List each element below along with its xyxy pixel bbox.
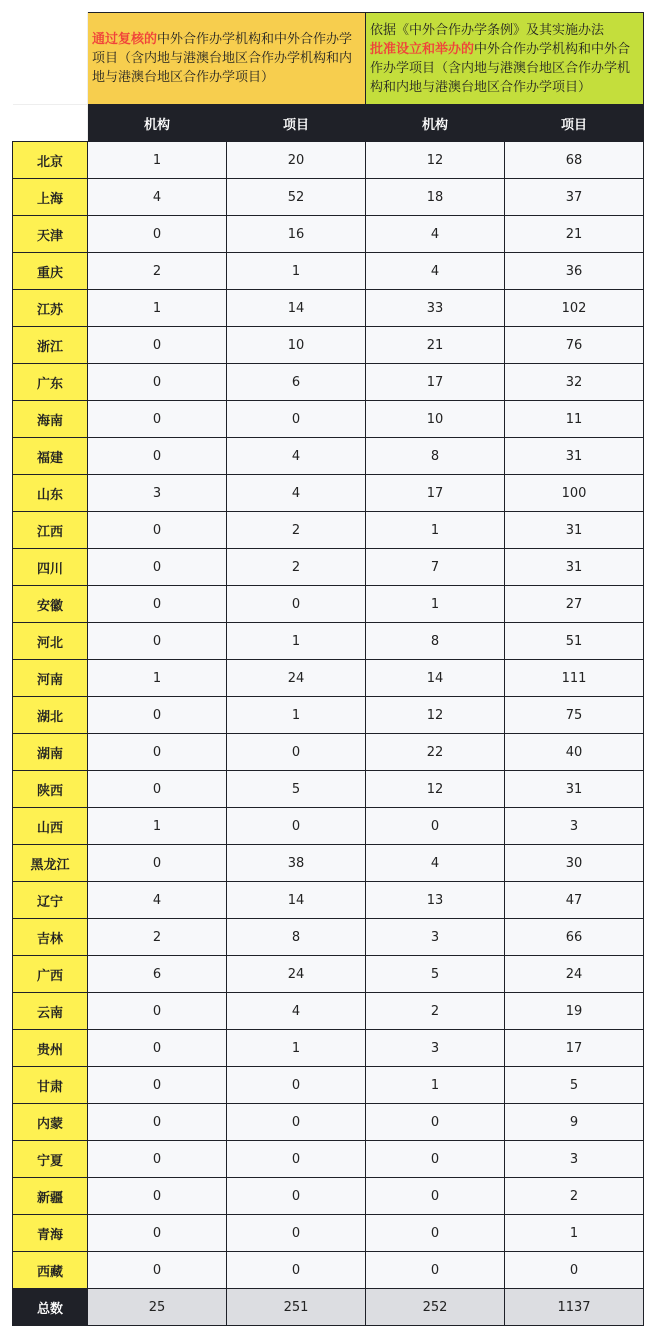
province-name: 山东	[13, 475, 88, 512]
reviewed-institutions: 25	[88, 1289, 227, 1326]
province-name: 四川	[13, 549, 88, 586]
reviewed-projects: 14	[227, 882, 366, 919]
reviewed-institutions: 0	[88, 549, 227, 586]
header-prefix: 依据《中外合作办学条例》及其实施办法	[370, 22, 605, 38]
header-highlight: 通过复核的	[92, 32, 158, 47]
table-row	[13, 993, 644, 1030]
table-row	[13, 253, 644, 290]
reviewed-institutions: 0	[88, 438, 227, 475]
reviewed-projects: 0	[227, 586, 366, 623]
table-row	[13, 845, 644, 882]
approved-institutions: 3	[366, 919, 505, 956]
reviewed-institutions: 0	[88, 1141, 227, 1178]
approved-institutions: 3	[366, 1030, 505, 1067]
reviewed-projects: 1	[227, 623, 366, 660]
province-name: 辽宁	[13, 882, 88, 919]
reviewed-institutions: 0	[88, 1067, 227, 1104]
province-name: 陕西	[13, 771, 88, 808]
reviewed-institutions: 0	[88, 697, 227, 734]
approved-projects: 17	[505, 1030, 644, 1067]
table-row	[13, 290, 644, 327]
province-name: 宁夏	[13, 1141, 88, 1178]
table-row	[13, 771, 644, 808]
approved-projects: 31	[505, 549, 644, 586]
reviewed-institutions: 0	[88, 1104, 227, 1141]
cooperative-education-table	[12, 12, 644, 1326]
approved-institutions: 12	[366, 697, 505, 734]
approved-institutions: 21	[366, 327, 505, 364]
approved-institutions: 2	[366, 993, 505, 1030]
approved-projects: 75	[505, 697, 644, 734]
table-row	[13, 660, 644, 697]
table-row	[13, 882, 644, 919]
reviewed-projects: 24	[227, 660, 366, 697]
reviewed-institutions: 1	[88, 290, 227, 327]
table-row	[13, 1215, 644, 1252]
reviewed-projects: 1	[227, 253, 366, 290]
province-name: 山西	[13, 808, 88, 845]
approved-institutions: 17	[366, 475, 505, 512]
province-name: 广东	[13, 364, 88, 401]
reviewed-institutions: 0	[88, 586, 227, 623]
reviewed-institutions: 0	[88, 512, 227, 549]
approved-institutions: 33	[366, 290, 505, 327]
reviewed-institutions: 0	[88, 1252, 227, 1289]
reviewed-institutions: 0	[88, 623, 227, 660]
approved-projects: 3	[505, 808, 644, 845]
approved-institutions: 1	[366, 1067, 505, 1104]
reviewed-projects: 14	[227, 290, 366, 327]
province-name: 贵州	[13, 1030, 88, 1067]
approved-projects: 32	[505, 364, 644, 401]
approved-projects: 9	[505, 1104, 644, 1141]
reviewed-institutions: 0	[88, 1178, 227, 1215]
table-row	[13, 1178, 644, 1215]
table-row	[13, 1104, 644, 1141]
reviewed-projects: 0	[227, 1141, 366, 1178]
approved-institutions: 17	[366, 364, 505, 401]
reviewed-institutions: 0	[88, 327, 227, 364]
approved-institutions: 8	[366, 623, 505, 660]
reviewed-projects: 2	[227, 549, 366, 586]
province-name: 安徽	[13, 586, 88, 623]
approved-institutions: 18	[366, 179, 505, 216]
approved-projects: 68	[505, 142, 644, 179]
approved-projects: 11	[505, 401, 644, 438]
approved-projects: 100	[505, 475, 644, 512]
reviewed-projects: 1	[227, 697, 366, 734]
approved-institutions: 12	[366, 771, 505, 808]
subheader-institutions: 机构	[88, 105, 227, 142]
reviewed-projects: 24	[227, 956, 366, 993]
reviewed-institutions: 3	[88, 475, 227, 512]
approved-institutions: 0	[366, 1215, 505, 1252]
reviewed-projects: 0	[227, 1067, 366, 1104]
header-text: 中外合作办学机构和中外合作办学项目（含内地与港澳台地区合作办学机构和内地与港澳台地区合作办学项目）	[92, 32, 353, 85]
approved-projects: 76	[505, 327, 644, 364]
province-name: 内蒙	[13, 1104, 88, 1141]
reviewed-projects: 10	[227, 327, 366, 364]
approved-projects: 36	[505, 253, 644, 290]
table-row	[13, 734, 644, 771]
reviewed-institutions: 4	[88, 179, 227, 216]
approved-projects: 102	[505, 290, 644, 327]
table-row	[13, 808, 644, 845]
reviewed-projects: 0	[227, 1104, 366, 1141]
province-name: 黑龙江	[13, 845, 88, 882]
corner-cell	[13, 105, 88, 142]
table-row	[13, 586, 644, 623]
reviewed-institutions: 1	[88, 660, 227, 697]
province-name: 江西	[13, 512, 88, 549]
table-row	[13, 919, 644, 956]
table-row	[13, 1030, 644, 1067]
reviewed-projects: 4	[227, 993, 366, 1030]
corner-cell	[13, 13, 88, 105]
province-name: 重庆	[13, 253, 88, 290]
province-name: 上海	[13, 179, 88, 216]
province-name: 江苏	[13, 290, 88, 327]
approved-projects: 0	[505, 1252, 644, 1289]
approved-projects: 21	[505, 216, 644, 253]
reviewed-institutions: 0	[88, 771, 227, 808]
approved-institutions: 1	[366, 512, 505, 549]
approved-institutions: 12	[366, 142, 505, 179]
approved-projects: 31	[505, 438, 644, 475]
reviewed-institutions: 1	[88, 142, 227, 179]
reviewed-projects: 251	[227, 1289, 366, 1326]
reviewed-institutions: 0	[88, 364, 227, 401]
approved-projects: 37	[505, 179, 644, 216]
approved-institutions: 5	[366, 956, 505, 993]
reviewed-projects: 52	[227, 179, 366, 216]
reviewed-institutions: 0	[88, 401, 227, 438]
header-row	[13, 13, 644, 105]
province-name: 北京	[13, 142, 88, 179]
table-row	[13, 401, 644, 438]
reviewed-projects: 0	[227, 401, 366, 438]
subheader-row	[13, 105, 644, 142]
province-name: 河南	[13, 660, 88, 697]
reviewed-projects: 0	[227, 1215, 366, 1252]
reviewed-projects: 5	[227, 771, 366, 808]
approved-projects: 66	[505, 919, 644, 956]
approved-projects: 40	[505, 734, 644, 771]
reviewed-institutions: 0	[88, 1030, 227, 1067]
reviewed-projects: 0	[227, 1178, 366, 1215]
province-name: 河北	[13, 623, 88, 660]
province-name: 新疆	[13, 1178, 88, 1215]
province-name: 天津	[13, 216, 88, 253]
approved-institutions: 0	[366, 1104, 505, 1141]
approved-institutions: 0	[366, 808, 505, 845]
reviewed-institutions: 6	[88, 956, 227, 993]
approved-institutions: 0	[366, 1141, 505, 1178]
reviewed-projects: 4	[227, 438, 366, 475]
approved-projects: 3	[505, 1141, 644, 1178]
reviewed-projects: 16	[227, 216, 366, 253]
header-highlight: 批准设立和举办的	[370, 41, 475, 57]
reviewed-institutions: 2	[88, 919, 227, 956]
approved-projects: 51	[505, 623, 644, 660]
table-row	[13, 438, 644, 475]
table-row	[13, 364, 644, 401]
approved-institutions: 4	[366, 253, 505, 290]
reviewed-projects: 0	[227, 1252, 366, 1289]
table-row	[13, 697, 644, 734]
table-row	[13, 512, 644, 549]
province-name: 西藏	[13, 1252, 88, 1289]
province-name: 吉林	[13, 919, 88, 956]
approved-institutions: 252	[366, 1289, 505, 1326]
table-row	[13, 623, 644, 660]
reviewed-projects: 6	[227, 364, 366, 401]
approved-projects: 5	[505, 1067, 644, 1104]
reviewed-projects: 20	[227, 142, 366, 179]
approved-institutions: 0	[366, 1252, 505, 1289]
total-row	[13, 1289, 644, 1326]
reviewed-institutions: 4	[88, 882, 227, 919]
reviewed-projects: 1	[227, 1030, 366, 1067]
approved-institutions: 4	[366, 845, 505, 882]
table-row	[13, 1067, 644, 1104]
approved-institutions: 14	[366, 660, 505, 697]
table-row	[13, 216, 644, 253]
table-row	[13, 549, 644, 586]
approved-institutions: 10	[366, 401, 505, 438]
province-name: 广西	[13, 956, 88, 993]
province-name: 青海	[13, 1215, 88, 1252]
subheader-institutions: 机构	[366, 105, 505, 142]
province-name: 湖北	[13, 697, 88, 734]
reviewed-institutions: 0	[88, 845, 227, 882]
approved-institutions: 8	[366, 438, 505, 475]
approved-institutions: 0	[366, 1178, 505, 1215]
subheader-projects: 项目	[227, 105, 366, 142]
table-row	[13, 475, 644, 512]
approved-institutions: 7	[366, 549, 505, 586]
approved-projects: 27	[505, 586, 644, 623]
reviewed-institutions: 2	[88, 253, 227, 290]
approved-projects: 24	[505, 956, 644, 993]
reviewed-projects: 0	[227, 734, 366, 771]
approved-projects: 111	[505, 660, 644, 697]
reviewed-institutions: 0	[88, 734, 227, 771]
approved-projects: 31	[505, 512, 644, 549]
approved-projects: 1	[505, 1215, 644, 1252]
reviewed-projects: 0	[227, 808, 366, 845]
approved-projects: 19	[505, 993, 644, 1030]
reviewed-institutions: 1	[88, 808, 227, 845]
province-name: 海南	[13, 401, 88, 438]
approved-institutions: 4	[366, 216, 505, 253]
reviewed-projects: 8	[227, 919, 366, 956]
reviewed-projects: 2	[227, 512, 366, 549]
approved-projects: 1137	[505, 1289, 644, 1326]
reviewed-group-header	[88, 13, 366, 105]
reviewed-projects: 38	[227, 845, 366, 882]
province-name: 湖南	[13, 734, 88, 771]
province-name: 云南	[13, 993, 88, 1030]
table-row	[13, 142, 644, 179]
province-name: 总数	[13, 1289, 88, 1326]
reviewed-projects: 4	[227, 475, 366, 512]
subheader-projects: 项目	[505, 105, 644, 142]
table-row	[13, 327, 644, 364]
province-name: 福建	[13, 438, 88, 475]
approved-projects: 2	[505, 1178, 644, 1215]
table-row	[13, 1252, 644, 1289]
province-name: 浙江	[13, 327, 88, 364]
approved-institutions: 22	[366, 734, 505, 771]
province-name: 甘肃	[13, 1067, 88, 1104]
header-text: 中外合作办学机构和中外合作办学项目（含内地与港澳台地区合作办学机构和内地与港澳台地区合作办学项目）	[370, 41, 631, 95]
approved-group-header	[366, 13, 644, 105]
approved-projects: 30	[505, 845, 644, 882]
approved-projects: 47	[505, 882, 644, 919]
reviewed-institutions: 0	[88, 993, 227, 1030]
table-row	[13, 1141, 644, 1178]
reviewed-institutions: 0	[88, 1215, 227, 1252]
approved-institutions: 1	[366, 586, 505, 623]
approved-projects: 31	[505, 771, 644, 808]
table-row	[13, 956, 644, 993]
table-row	[13, 179, 644, 216]
approved-institutions: 13	[366, 882, 505, 919]
reviewed-institutions: 0	[88, 216, 227, 253]
